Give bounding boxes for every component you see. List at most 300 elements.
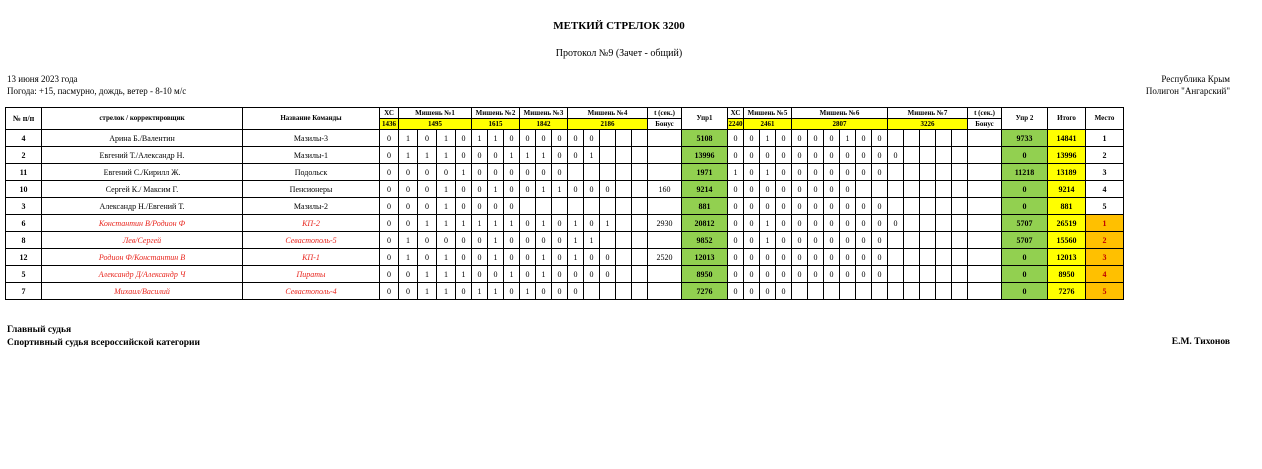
hit-cell: 1 <box>488 232 504 249</box>
hit-cell: 1 <box>437 130 456 147</box>
hit-cell: 0 <box>808 266 824 283</box>
hit-cell: 1 <box>520 283 536 300</box>
hit-cell: 0 <box>472 164 488 181</box>
row-number: 2 <box>6 147 42 164</box>
hit-cell: 0 <box>856 249 872 266</box>
hit-cell: 0 <box>808 215 824 232</box>
hit-cell: 0 <box>380 283 399 300</box>
xc1-value: 1436 <box>380 119 399 130</box>
hit-cell <box>872 283 888 300</box>
hit-cell <box>920 215 936 232</box>
hit-cell: 0 <box>488 147 504 164</box>
hit-cell <box>952 164 968 181</box>
hit-cell <box>904 249 920 266</box>
exercise-2-score: 0 <box>1002 147 1048 164</box>
bonus-2-label: Бонус <box>968 119 1002 130</box>
hit-cell <box>616 198 632 215</box>
hit-cell: 1 <box>504 147 520 164</box>
hit-cell <box>920 249 936 266</box>
hit-cell: 1 <box>418 147 437 164</box>
hit-cell <box>600 232 616 249</box>
header-team: Название Команды <box>243 108 380 130</box>
hit-cell: 0 <box>418 181 437 198</box>
xc2-value: 2240 <box>728 119 743 128</box>
hit-cell: 0 <box>728 266 744 283</box>
hit-cell: 1 <box>488 283 504 300</box>
hit-cell <box>616 283 632 300</box>
hit-cell: 0 <box>728 181 744 198</box>
team-name: Севастополь-4 <box>243 283 380 300</box>
hit-cell: 1 <box>584 232 600 249</box>
hit-cell: 1 <box>488 130 504 147</box>
place-cell: 1 <box>1086 130 1124 147</box>
hit-cell: 0 <box>472 198 488 215</box>
hit-cell: 0 <box>824 249 840 266</box>
hit-cell: 1 <box>504 266 520 283</box>
hit-cell: 0 <box>536 283 552 300</box>
hit-cell: 1 <box>456 164 472 181</box>
table-row <box>6 147 1124 164</box>
hit-cell <box>584 198 600 215</box>
total-score: 13189 <box>1048 164 1086 181</box>
results-table <box>5 107 1124 300</box>
hit-cell: 0 <box>792 266 808 283</box>
header-total: Итого <box>1048 108 1086 130</box>
time-bonus-1 <box>648 266 682 283</box>
hit-cell: 1 <box>600 215 616 232</box>
hit-cell <box>904 266 920 283</box>
hit-cell: 1 <box>456 266 472 283</box>
team-name: Мазилы-2 <box>243 198 380 215</box>
exercise-1-score: 7276 <box>682 283 728 300</box>
target4-value: 2186 <box>568 119 648 130</box>
hit-cell <box>920 266 936 283</box>
team-name: Мазилы-1 <box>243 147 380 164</box>
hit-cell: 1 <box>399 147 418 164</box>
hit-cell: 1 <box>437 266 456 283</box>
hit-cell <box>632 232 648 249</box>
table-row <box>6 215 1124 232</box>
hit-cell: 0 <box>520 249 536 266</box>
target2-value: 1615 <box>472 119 520 130</box>
hit-cell: 0 <box>399 164 418 181</box>
row-number: 10 <box>6 181 42 198</box>
hit-cell <box>584 164 600 181</box>
hit-cell: 1 <box>568 249 584 266</box>
hit-cell <box>936 147 952 164</box>
hit-cell: 1 <box>437 147 456 164</box>
hit-cell: 0 <box>456 232 472 249</box>
hit-cell: 1 <box>552 181 568 198</box>
hit-cell: 1 <box>488 249 504 266</box>
row-number: 12 <box>6 249 42 266</box>
hit-cell: 1 <box>536 215 552 232</box>
hit-cell <box>952 283 968 300</box>
hit-cell: 1 <box>472 283 488 300</box>
hit-cell: 0 <box>418 249 437 266</box>
hit-cell: 1 <box>399 249 418 266</box>
shooter-name: Арина Б./Валентин <box>42 130 243 147</box>
hit-cell: 0 <box>456 249 472 266</box>
hit-cell: 0 <box>728 215 744 232</box>
hit-cell: 0 <box>568 130 584 147</box>
hit-cell <box>888 198 904 215</box>
hit-cell: 1 <box>437 215 456 232</box>
protocol-title: МЕТКИЙ СТРЕЛОК 3200 <box>553 20 685 32</box>
hit-cell: 0 <box>744 215 760 232</box>
hit-cell <box>904 147 920 164</box>
shooter-name: Евгений С./Кирилл Ж. <box>42 164 243 181</box>
hit-cell <box>552 198 568 215</box>
hit-cell: 0 <box>520 215 536 232</box>
table-row <box>6 283 1124 300</box>
hit-cell: 0 <box>552 164 568 181</box>
hit-cell: 0 <box>456 283 472 300</box>
hit-cell: 0 <box>888 147 904 164</box>
time-bonus-2 <box>968 266 1002 283</box>
header-exercise-2: Упр 2 <box>1002 108 1048 130</box>
hit-cell <box>936 198 952 215</box>
hit-cell <box>952 147 968 164</box>
hit-cell <box>920 181 936 198</box>
hit-cell: 0 <box>520 130 536 147</box>
hit-cell: 0 <box>792 164 808 181</box>
exercise-2-score: 9733 <box>1002 130 1048 147</box>
table-row <box>6 164 1124 181</box>
hit-cell <box>920 198 936 215</box>
hit-cell: 0 <box>744 283 760 300</box>
hit-cell <box>920 164 936 181</box>
hit-cell: 0 <box>472 181 488 198</box>
hit-cell: 1 <box>399 130 418 147</box>
header-time-1: t (сек.) <box>648 108 682 119</box>
hit-cell: 0 <box>472 266 488 283</box>
hit-cell: 0 <box>456 147 472 164</box>
row-number: 4 <box>6 130 42 147</box>
hit-cell <box>632 283 648 300</box>
hit-cell: 0 <box>760 147 776 164</box>
target1-value: 1495 <box>399 119 472 130</box>
hit-cell: 0 <box>520 232 536 249</box>
hit-cell: 0 <box>380 249 399 266</box>
hit-cell <box>936 215 952 232</box>
hit-cell: 0 <box>568 266 584 283</box>
hit-cell: 0 <box>776 181 792 198</box>
hit-cell: 0 <box>856 130 872 147</box>
hit-cell: 0 <box>380 147 399 164</box>
place-cell: 2 <box>1086 232 1124 249</box>
hit-cell: 0 <box>584 181 600 198</box>
table-row <box>6 181 1124 198</box>
hit-cell: 1 <box>437 181 456 198</box>
header-shooter: стрелок / корректировщик <box>42 108 243 130</box>
hit-cell <box>888 283 904 300</box>
results-body <box>6 130 1124 300</box>
hit-cell: 0 <box>552 283 568 300</box>
header-time-2: t (сек.) <box>968 108 1002 119</box>
hit-cell: 0 <box>744 249 760 266</box>
header-num: № п/п <box>6 108 42 130</box>
hit-cell: 1 <box>472 215 488 232</box>
hit-cell: 1 <box>840 130 856 147</box>
exercise-1-score: 20812 <box>682 215 728 232</box>
team-name: КП-2 <box>243 215 380 232</box>
hit-cell: 1 <box>456 215 472 232</box>
hit-cell: 0 <box>488 266 504 283</box>
hit-cell: 0 <box>380 130 399 147</box>
header-target-4: Мишень №4 <box>568 108 648 119</box>
hit-cell <box>952 130 968 147</box>
hit-cell: 0 <box>536 164 552 181</box>
hit-cell <box>904 232 920 249</box>
hit-cell: 0 <box>840 215 856 232</box>
exercise-2-score: 5707 <box>1002 232 1048 249</box>
team-name: Пираты <box>243 266 380 283</box>
header-xc-1: ХС <box>380 108 399 119</box>
hit-cell: 0 <box>760 266 776 283</box>
hit-cell: 0 <box>600 266 616 283</box>
hit-cell <box>904 181 920 198</box>
hit-cell: 1 <box>728 164 744 181</box>
hit-cell: 0 <box>824 232 840 249</box>
hit-cell: 0 <box>776 164 792 181</box>
hit-cell: 1 <box>760 164 776 181</box>
hit-cell: 0 <box>418 164 437 181</box>
header-target-1: Мишень №1 <box>399 108 472 119</box>
place-cell: 4 <box>1086 266 1124 283</box>
hit-cell: 0 <box>520 181 536 198</box>
team-name: Пенсионеры <box>243 181 380 198</box>
target3-value: 1842 <box>520 119 568 130</box>
event-date: 13 июня 2023 года <box>7 74 78 84</box>
time-bonus-1 <box>648 198 682 215</box>
hit-cell: 0 <box>856 198 872 215</box>
judge-info <box>7 324 200 350</box>
shooter-name: Сергей К./ Максим Г. <box>42 181 243 198</box>
hit-cell: 0 <box>872 232 888 249</box>
hit-cell <box>952 198 968 215</box>
hit-cell: 1 <box>437 249 456 266</box>
total-score: 881 <box>1048 198 1086 215</box>
hit-cell: 0 <box>744 198 760 215</box>
hit-cell: 0 <box>824 215 840 232</box>
judge-title: Главный судья <box>7 325 72 335</box>
time-bonus-2 <box>968 198 1002 215</box>
hit-cell <box>616 266 632 283</box>
hit-cell: 0 <box>472 232 488 249</box>
hit-cell <box>520 198 536 215</box>
table-row <box>6 249 1124 266</box>
hit-cell: 0 <box>399 181 418 198</box>
hit-cell <box>936 130 952 147</box>
place-cell: 3 <box>1086 249 1124 266</box>
hit-cell: 0 <box>552 147 568 164</box>
hit-cell: 1 <box>584 147 600 164</box>
hit-cell <box>952 266 968 283</box>
hit-cell: 0 <box>840 232 856 249</box>
hit-cell <box>936 249 952 266</box>
hit-cell <box>600 283 616 300</box>
hit-cell: 1 <box>536 249 552 266</box>
time-bonus-1 <box>648 232 682 249</box>
hit-cell <box>904 130 920 147</box>
hit-cell: 0 <box>856 164 872 181</box>
hit-cell: 0 <box>776 249 792 266</box>
place-cell: 1 <box>1086 215 1124 232</box>
hit-cell: 0 <box>380 215 399 232</box>
hit-cell <box>904 198 920 215</box>
hit-cell: 0 <box>600 249 616 266</box>
shooter-name: Александр Д/Александр Ч <box>42 266 243 283</box>
hit-cell: 0 <box>856 266 872 283</box>
total-score: 13996 <box>1048 147 1086 164</box>
hit-cell <box>936 164 952 181</box>
hit-cell: 0 <box>840 249 856 266</box>
hit-cell: 0 <box>808 130 824 147</box>
hit-cell: 1 <box>399 232 418 249</box>
time-bonus-1: 160 <box>648 181 682 198</box>
exercise-1-score: 1971 <box>682 164 728 181</box>
shooter-name: Лев/Сергей <box>42 232 243 249</box>
hit-cell: 0 <box>824 198 840 215</box>
header-xc-2: ХС <box>728 108 744 119</box>
hit-cell <box>856 181 872 198</box>
time-bonus-2 <box>968 215 1002 232</box>
time-bonus-1 <box>648 283 682 300</box>
hit-cell: 0 <box>840 266 856 283</box>
exercise-1-score: 13996 <box>682 147 728 164</box>
hit-cell <box>856 283 872 300</box>
hit-cell <box>936 232 952 249</box>
hit-cell <box>936 266 952 283</box>
hit-cell: 0 <box>744 232 760 249</box>
exercise-2-score: 0 <box>1002 181 1048 198</box>
hit-cell: 0 <box>808 249 824 266</box>
judge-category: Спортивный судья всероссийской категории <box>7 338 200 348</box>
hit-cell <box>888 130 904 147</box>
header-target-7: Мишень №7 <box>888 108 968 119</box>
header-target-2: Мишень №2 <box>472 108 520 119</box>
hit-cell <box>616 232 632 249</box>
hit-cell: 1 <box>488 181 504 198</box>
hit-cell <box>872 181 888 198</box>
hit-cell: 0 <box>744 164 760 181</box>
hit-cell: 0 <box>776 232 792 249</box>
place-cell: 4 <box>1086 181 1124 198</box>
hit-cell: 0 <box>888 215 904 232</box>
hit-cell: 0 <box>728 283 744 300</box>
hit-cell: 0 <box>856 232 872 249</box>
hit-cell <box>888 266 904 283</box>
exercise-2-score: 0 <box>1002 266 1048 283</box>
hit-cell: 0 <box>808 147 824 164</box>
hit-cell <box>600 147 616 164</box>
hit-cell <box>824 283 840 300</box>
row-number: 8 <box>6 232 42 249</box>
total-score: 12013 <box>1048 249 1086 266</box>
hit-cell: 0 <box>380 232 399 249</box>
hit-cell <box>888 164 904 181</box>
hit-cell: 0 <box>808 164 824 181</box>
exercise-2-score: 0 <box>1002 283 1048 300</box>
table-row <box>6 266 1124 283</box>
hit-cell: 0 <box>760 283 776 300</box>
hit-cell: 0 <box>840 147 856 164</box>
exercise-2-score: 11218 <box>1002 164 1048 181</box>
time-bonus-2 <box>968 249 1002 266</box>
hit-cell: 0 <box>840 164 856 181</box>
hit-cell: 0 <box>808 198 824 215</box>
hit-cell <box>536 198 552 215</box>
hit-cell <box>616 130 632 147</box>
hit-cell: 0 <box>792 198 808 215</box>
time-bonus-2 <box>968 283 1002 300</box>
hit-cell: 0 <box>856 147 872 164</box>
hit-cell: 0 <box>472 147 488 164</box>
hit-cell: 1 <box>488 215 504 232</box>
time-bonus-1 <box>648 130 682 147</box>
hit-cell <box>952 249 968 266</box>
shooter-name: Александр Н./Евгений Т. <box>42 198 243 215</box>
row-number: 3 <box>6 198 42 215</box>
hit-cell: 1 <box>536 181 552 198</box>
hit-cell: 0 <box>418 130 437 147</box>
hit-cell <box>920 130 936 147</box>
time-bonus-1: 2930 <box>648 215 682 232</box>
hit-cell: 0 <box>872 130 888 147</box>
hit-cell: 1 <box>760 215 776 232</box>
hit-cell: 0 <box>520 164 536 181</box>
hit-cell: 0 <box>808 181 824 198</box>
hit-cell <box>920 147 936 164</box>
hit-cell: 0 <box>792 249 808 266</box>
hit-cell <box>632 164 648 181</box>
hit-cell <box>936 283 952 300</box>
hit-cell <box>632 147 648 164</box>
time-bonus-1: 2520 <box>648 249 682 266</box>
bonus-1-label: Бонус <box>648 119 682 130</box>
hit-cell: 0 <box>872 215 888 232</box>
hit-cell: 0 <box>472 249 488 266</box>
weather-info: Погода: +15, пасмурно, дождь, ветер - 8-10 м/с <box>7 86 187 96</box>
hit-cell: 1 <box>418 266 437 283</box>
hit-cell: 0 <box>456 130 472 147</box>
hit-cell: 0 <box>380 198 399 215</box>
hit-cell: 1 <box>536 147 552 164</box>
hit-cell <box>568 164 584 181</box>
table-row <box>6 198 1124 215</box>
row-number: 6 <box>6 215 42 232</box>
header-exercise-1: Упр1 <box>682 108 728 130</box>
hit-cell: 1 <box>760 232 776 249</box>
time-bonus-2 <box>968 164 1002 181</box>
hit-cell <box>888 181 904 198</box>
place-cell: 5 <box>1086 283 1124 300</box>
hit-cell: 0 <box>872 164 888 181</box>
hit-cell <box>632 249 648 266</box>
shooter-name: Родион Ф/Константин В <box>42 249 243 266</box>
hit-cell: 1 <box>437 198 456 215</box>
team-name: КП-1 <box>243 249 380 266</box>
total-score: 26519 <box>1048 215 1086 232</box>
time-bonus-2 <box>968 147 1002 164</box>
hit-cell: 0 <box>552 266 568 283</box>
hit-cell <box>584 283 600 300</box>
hit-cell <box>600 198 616 215</box>
judge-name: Е.М. Тихонов <box>1171 337 1230 347</box>
hit-cell: 1 <box>568 215 584 232</box>
place-cell: 3 <box>1086 164 1124 181</box>
